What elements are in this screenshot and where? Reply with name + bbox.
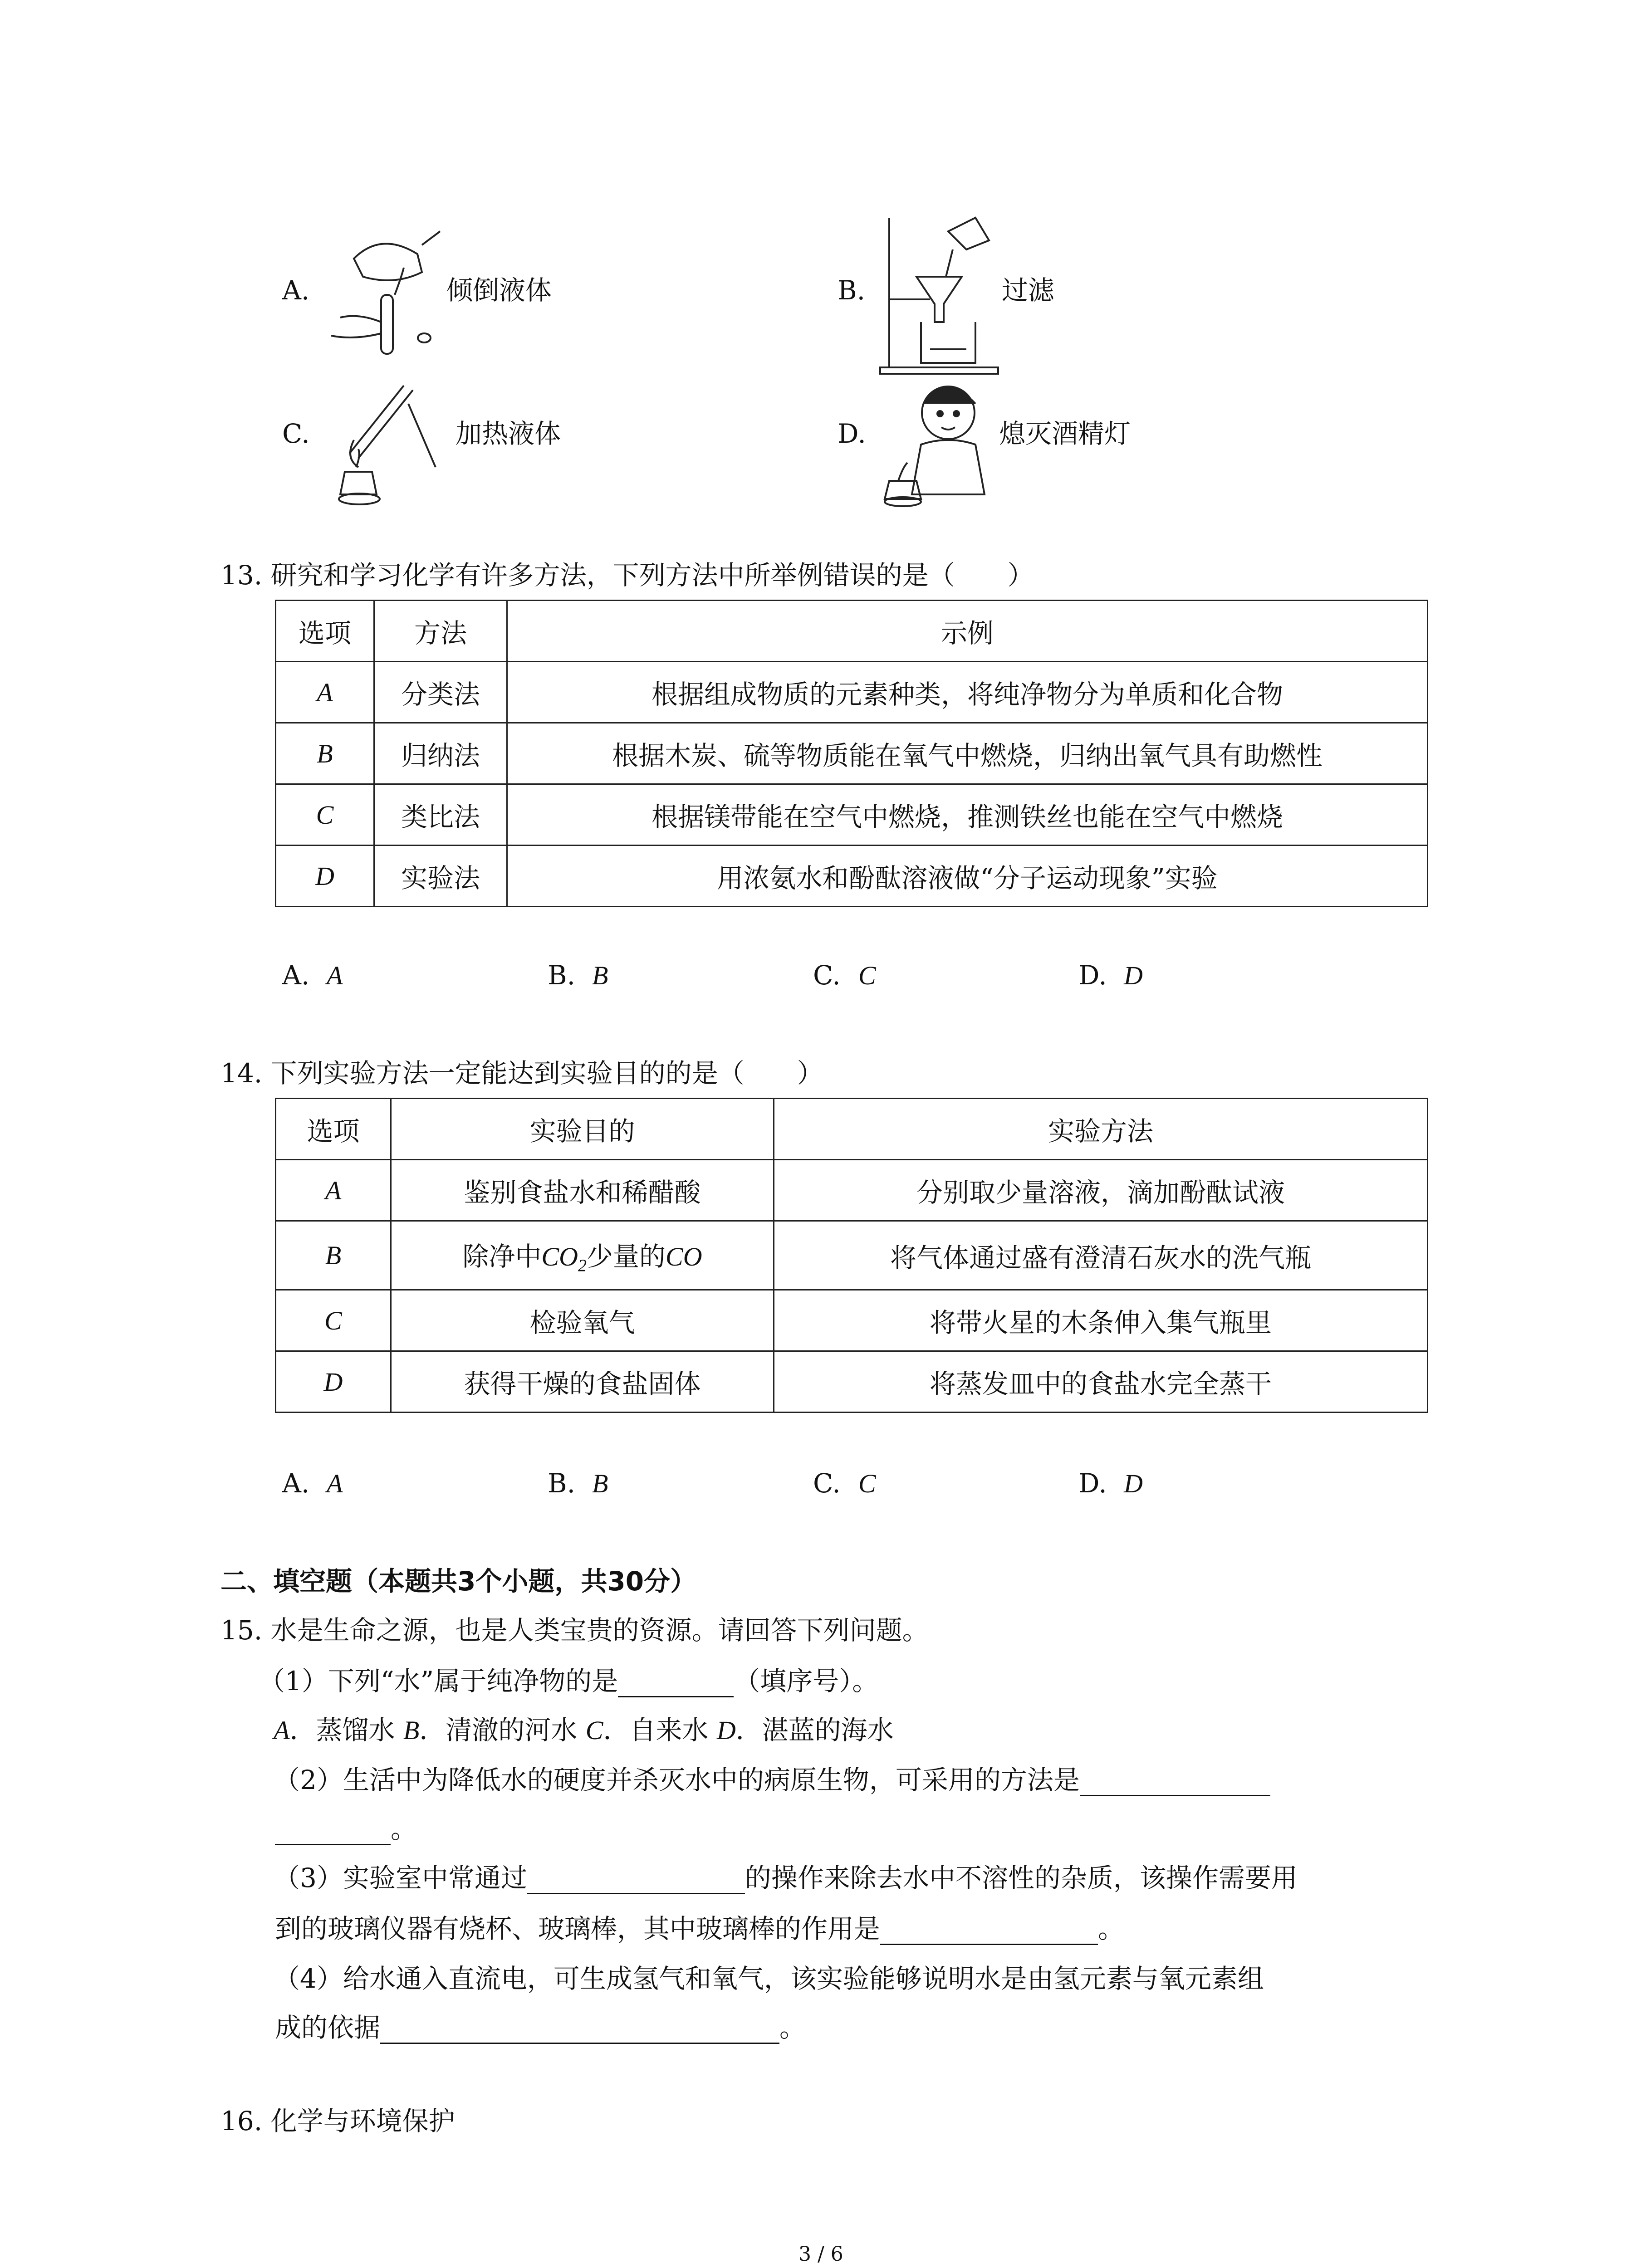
answer-blank-3a[interactable] <box>527 1869 745 1894</box>
q14-choice-c: C <box>858 1469 876 1498</box>
table-cell: 将带火星的木条伸入集气瓶里 <box>774 1290 1428 1351</box>
q13-header-example: 示例 <box>507 601 1428 662</box>
q14-header-option: 选项 <box>276 1099 391 1160</box>
table-cell: B <box>276 1221 391 1290</box>
table-row <box>276 1221 1428 1290</box>
table-cell: 检验氧气 <box>391 1290 774 1351</box>
q15-part-3 <box>274 1862 1298 1894</box>
q15-part-4 <box>274 1963 1264 1995</box>
q13-stem: 13. 研究和学习化学有许多方法，下列方法中所举例错误的是（ ） <box>220 560 1034 591</box>
table-cell: A <box>276 1160 391 1221</box>
text-segment: 。 <box>779 2012 806 2043</box>
text-segment: 到的玻璃仪器有烧杯、玻璃棒，其中玻璃棒的作用是 <box>275 1913 881 1944</box>
option-letter: A <box>274 1716 290 1745</box>
formula-co2: CO <box>541 1242 578 1271</box>
text-segment: 少量的 <box>587 1241 666 1272</box>
q16-stem: 16. 化学与环境保护 <box>220 2106 455 2136</box>
answer-blank-1[interactable] <box>618 1672 734 1697</box>
q14-choice-d: D <box>1124 1469 1143 1498</box>
text-segment: 的操作来除去水中不溶性的杂质，该操作需要用 <box>745 1862 1298 1893</box>
answer-blank-2b[interactable] <box>275 1820 391 1845</box>
q14-choice-a-letter: A. <box>282 1468 310 1499</box>
q12-option-c-letter: C. <box>282 418 310 449</box>
table-cell: 根据镁带能在空气中燃烧，推测铁丝也能在空气中燃烧 <box>507 784 1428 846</box>
table-cell: 将气体通过盛有澄清石灰水的洗气瓶 <box>774 1221 1428 1290</box>
table-row <box>276 1160 1428 1221</box>
option-text: ．清澈的河水 <box>419 1715 586 1745</box>
pouring-liquid-illustration <box>327 227 449 363</box>
q12-option-b-label: 过滤 <box>1002 275 1055 306</box>
q12-option-a-label: 倾倒液体 <box>446 275 552 306</box>
table-cell: 用浓氨水和酚酞溶液做“分子运动现象”实验 <box>507 846 1428 907</box>
table-row <box>276 1290 1428 1351</box>
q14-choice-c-letter: C. <box>813 1468 841 1499</box>
text-segment: （1）下列“水”属于纯净物的是 <box>259 1666 618 1696</box>
q15-stem: 15. 水是生命之源，也是人类宝贵的资源。请回答下列问题。 <box>220 1615 929 1646</box>
table-cell: C <box>276 784 374 846</box>
q13-choice-c: C <box>858 961 876 990</box>
q15-part-3-cont <box>275 1913 1124 1945</box>
q13-choice-b-letter: B. <box>548 960 576 991</box>
q15-part-2 <box>274 1765 1270 1796</box>
q13-choice-a-letter: A. <box>282 960 310 991</box>
q13-choice-b: B <box>592 961 608 990</box>
q14-choice-a: A <box>327 1469 343 1498</box>
q14-choice-d-letter: D. <box>1078 1468 1107 1499</box>
answer-blank-2a[interactable] <box>1080 1771 1270 1796</box>
table-cell: 分类法 <box>374 662 507 723</box>
heating-liquid-illustration <box>331 376 454 508</box>
table-cell: 获得干燥的食盐固体 <box>391 1351 774 1413</box>
section-2-title: 二、填空题（本题共3个小题，共30分） <box>220 1566 697 1597</box>
filtration-illustration <box>880 213 1016 376</box>
table-row <box>276 784 1428 846</box>
q13-choice-c-letter: C. <box>813 960 841 991</box>
q13-table <box>275 600 1428 907</box>
q15-part-1 <box>259 1666 878 1697</box>
option-letter: B <box>403 1716 420 1745</box>
table-cell: 类比法 <box>374 784 507 846</box>
q14-choice-b: B <box>592 1469 608 1498</box>
q15-part-1-options <box>274 1715 894 1746</box>
text-segment: 除净中 <box>462 1241 542 1272</box>
option-text: ．湛蓝的海水 <box>735 1715 894 1745</box>
table-cell: 鉴别食盐水和稀醋酸 <box>391 1160 774 1221</box>
table-cell: D <box>276 846 374 907</box>
table-cell: A <box>276 662 374 723</box>
page-number: 3 / 6 <box>798 2243 843 2266</box>
option-letter: D <box>716 1716 736 1745</box>
q15-part-4-cont <box>275 2012 806 2044</box>
table-cell: 实验法 <box>374 846 507 907</box>
q12-option-d-label: 熄灭酒精灯 <box>999 418 1131 449</box>
q13-header-option: 选项 <box>276 601 374 662</box>
q12-option-c-label: 加热液体 <box>456 418 561 449</box>
q14-stem: 14. 下列实验方法一定能达到实验目的的是（ ） <box>220 1058 823 1089</box>
formula-subscript: 2 <box>578 1256 587 1276</box>
option-letter: C <box>585 1716 603 1745</box>
answer-blank-4[interactable] <box>380 2019 779 2044</box>
table-cell: 分别取少量溶液，滴加酚酞试液 <box>774 1160 1428 1221</box>
table-row <box>276 1351 1428 1413</box>
text-segment: （3）实验室中常通过 <box>274 1862 527 1893</box>
text-segment: （2）生活中为降低水的硬度并杀灭水中的病原生物，可采用的方法是 <box>274 1765 1080 1795</box>
table-cell: 归纳法 <box>374 723 507 784</box>
table-cell: 将蒸发皿中的食盐水完全蒸干 <box>774 1351 1428 1413</box>
table-row <box>276 723 1428 784</box>
table-cell: B <box>276 723 374 784</box>
text-segment: 成的依据 <box>275 2012 381 2043</box>
table-cell: 根据木炭、硫等物质能在氧气中燃烧，归纳出氧气具有助燃性 <box>507 723 1428 784</box>
q13-choice-d: D <box>1124 961 1143 990</box>
option-text: ．自来水 <box>603 1715 717 1745</box>
table-cell: 根据组成物质的元素种类，将纯净物分为单质和化合物 <box>507 662 1428 723</box>
answer-blank-3b[interactable] <box>880 1920 1098 1945</box>
table-row <box>276 662 1428 723</box>
q14-header-method: 实验方法 <box>774 1099 1428 1160</box>
q13-choice-d-letter: D. <box>1078 960 1107 991</box>
text-segment: （4）给水通入直流电，可生成氢气和氧气，该实验能够说明水是由氢元素与氧元素组 <box>274 1963 1264 1994</box>
formula-co: CO <box>666 1242 702 1271</box>
table-row <box>276 846 1428 907</box>
q15-part-2-cont <box>275 1813 417 1845</box>
text-segment: 。 <box>1098 1913 1125 1944</box>
q14-table <box>275 1098 1428 1413</box>
q14-header-purpose: 实验目的 <box>391 1099 774 1160</box>
extinguishing-alcohol-lamp-illustration <box>880 376 1003 508</box>
table-cell: D <box>276 1351 391 1413</box>
text-segment: 。 <box>391 1813 417 1844</box>
table-cell: C <box>276 1290 391 1351</box>
option-text: ．蒸馏水 <box>289 1715 403 1745</box>
text-segment: （填序号）。 <box>734 1666 879 1696</box>
q13-choice-a: A <box>327 961 343 990</box>
q13-header-method: 方法 <box>374 601 507 662</box>
q12-option-b-letter: B. <box>838 275 866 306</box>
q14-choice-b-letter: B. <box>548 1468 576 1499</box>
q14-row-b-purpose <box>391 1221 774 1290</box>
q12-option-a-letter: A. <box>282 275 310 306</box>
q12-option-d-letter: D. <box>838 418 866 449</box>
